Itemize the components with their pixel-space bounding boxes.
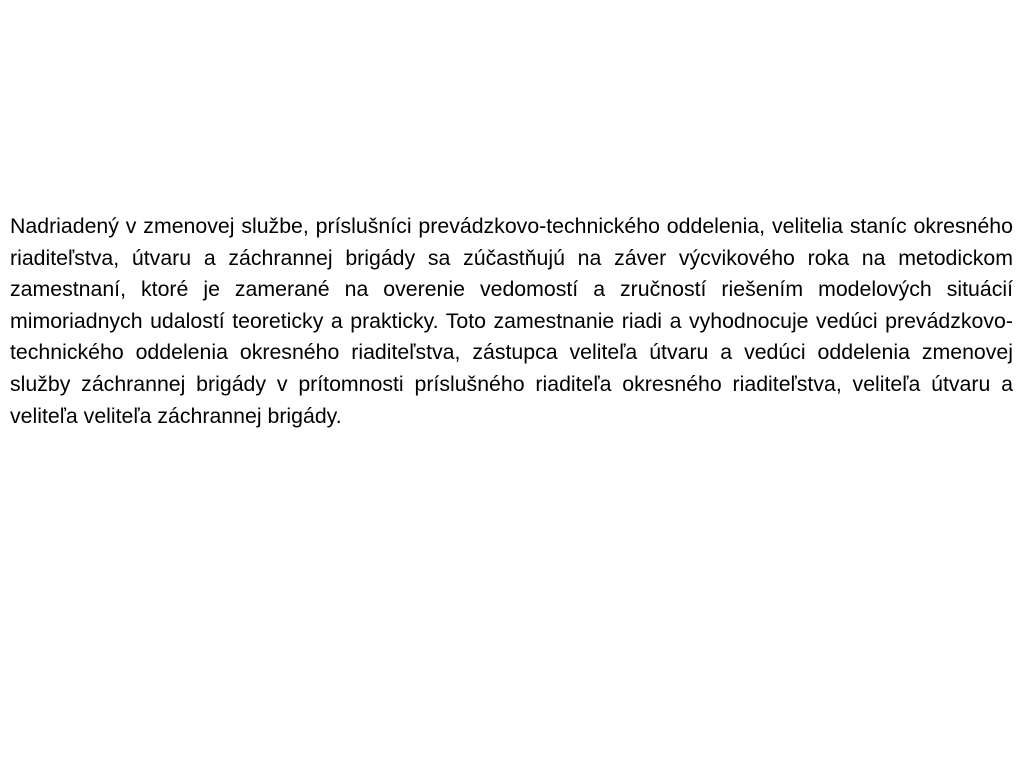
body-paragraph: Nadriadený v zmenovej službe, príslušníci prevádzkovo-technického oddelenia, velitelia staníc okresného riaditeľstva, útvaru a záchrannej brigády sa zúčastňujú na záver výcvikového roka na metodickom zamestnaní, ktoré je zamerané na overenie vedomostí a zručností riešením modelových situácií mimoriadnych udalostí teoreticky a prakticky. Toto zamestnanie riadi a vyhodnocuje vedúci prevádzkovo-technického oddelenia okresného riaditeľstva, zástupca veliteľa útvaru a vedúci oddelenia zmenovej služby záchrannej brigády v prítomnosti príslušného riaditeľa okresného riaditeľstva, veliteľa útvaru a veliteľa veliteľa záchrannej brigády. bbox=[10, 214, 1013, 428]
